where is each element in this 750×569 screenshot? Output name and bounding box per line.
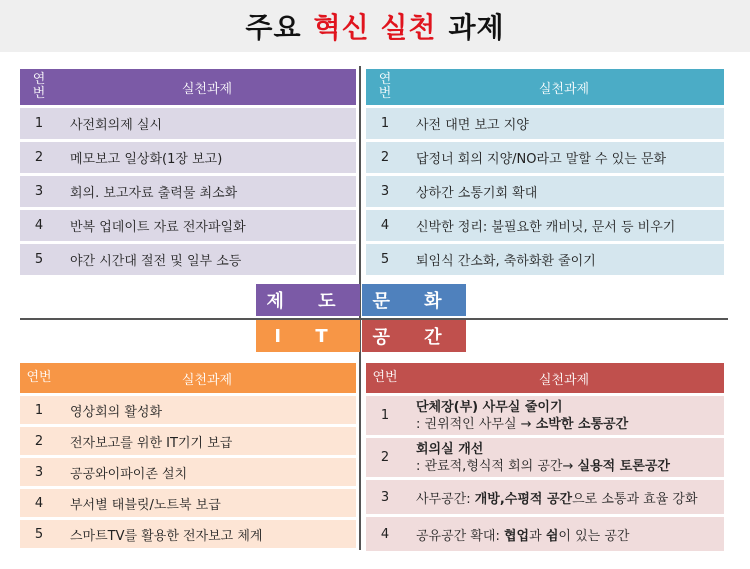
row-num: 2 [20, 427, 58, 455]
row-num: 2 [366, 142, 404, 173]
row-text: 전자보고를 위한 IT기기 보급 [58, 427, 356, 455]
gonggan-table [366, 360, 724, 554]
row-num: 4 [20, 489, 58, 517]
row-text [404, 517, 724, 551]
table-row [20, 176, 356, 207]
table-row [20, 108, 356, 139]
category-jedo: 제 도 [256, 284, 360, 316]
row-num: 2 [20, 142, 58, 173]
row-num: 5 [366, 244, 404, 275]
row-bold: 협업 [504, 528, 530, 544]
category-it: I T [256, 320, 360, 352]
page-title [245, 6, 504, 46]
munhwa-table [366, 66, 724, 278]
table-header-row [366, 69, 724, 105]
table-row [20, 210, 356, 241]
row-bold-2: 쉼 [545, 528, 559, 544]
row-num: 1 [366, 108, 404, 139]
table-row [366, 142, 724, 173]
table-row [366, 517, 724, 551]
table-row [20, 489, 356, 517]
table-row [366, 396, 724, 435]
table-row [366, 108, 724, 139]
header-num: 연 번 [20, 69, 58, 105]
it-table [20, 360, 356, 551]
row-num: 3 [20, 176, 58, 207]
title-bar [0, 0, 750, 52]
row-num: 4 [366, 210, 404, 241]
row-text: 공공와이파이존 설치 [58, 458, 356, 486]
table-header-row [20, 69, 356, 105]
row-text: 야간 시간대 절전 및 일부 소등 [58, 244, 356, 275]
row-num: 4 [366, 517, 404, 551]
table-row [20, 396, 356, 424]
row-pre: 사무공간: [416, 491, 475, 507]
title-part1: 주요 [245, 11, 302, 44]
row-text [404, 480, 724, 514]
row-num: 1 [20, 396, 58, 424]
row-pre: 공유공간 확대: [416, 528, 504, 544]
row-text: 퇴임식 간소화, 축하화환 줄이기 [404, 244, 724, 275]
row-sub: : 권위적인 사무실 → [416, 416, 536, 432]
row-text: 신박한 정리: 불필요한 캐비닛, 문서 등 비우기 [404, 210, 724, 241]
row-text: 답정너 회의 지양/NO라고 말할 수 있는 문화 [404, 142, 724, 173]
row-num: 3 [20, 458, 58, 486]
row-bold: 개방,수평적 공간 [474, 491, 573, 507]
table-row [20, 520, 356, 548]
table-row [20, 244, 356, 275]
row-text: 부서별 태블릿/노트북 보급 [58, 489, 356, 517]
row-num: 1 [20, 108, 58, 139]
row-text: 회의. 보고자료 출력물 최소화 [58, 176, 356, 207]
row-mid: 과 [529, 528, 546, 544]
category-munhwa: 문 화 [362, 284, 466, 316]
table-row [20, 458, 356, 486]
header-num: 연번 [366, 363, 404, 393]
table-row [366, 210, 724, 241]
jedo-table [20, 66, 356, 278]
row-num: 3 [366, 480, 404, 514]
category-gonggan: 공 간 [362, 320, 466, 352]
header-task: 실천과제 [404, 363, 724, 393]
row-text [404, 396, 724, 435]
table-row [20, 427, 356, 455]
title-part3: 과제 [448, 11, 505, 44]
header-task: 실천과제 [58, 69, 356, 105]
table-row [20, 142, 356, 173]
table-row [366, 244, 724, 275]
row-num: 3 [366, 176, 404, 207]
row-text: 상하간 소통기회 확대 [404, 176, 724, 207]
row-num: 2 [366, 438, 404, 477]
row-post: 이 있는 공간 [558, 528, 630, 544]
row-post: 으로 소통과 효율 강화 [572, 491, 698, 507]
table-header-row [20, 363, 356, 393]
table-row [366, 438, 724, 477]
title-part2-highlight: 혁신 실천 [313, 11, 437, 44]
row-text: 사전 대면 보고 지양 [404, 108, 724, 139]
header-task: 실천과제 [404, 69, 724, 105]
table-header-row [366, 363, 724, 393]
row-num: 5 [20, 244, 58, 275]
table-row [366, 480, 724, 514]
row-num: 4 [20, 210, 58, 241]
header-num: 연번 [20, 363, 58, 393]
row-text: 스마트TV를 활용한 전자보고 체계 [58, 520, 356, 548]
row-title: 회의실 개선 [416, 441, 484, 457]
row-title: 단체장(부) 사무실 줄이기 [416, 399, 563, 415]
row-text: 영상회의 활성화 [58, 396, 356, 424]
row-text [404, 438, 724, 477]
header-task: 실천과제 [58, 363, 356, 393]
row-sub-bold: 실용적 토론공간 [577, 458, 670, 474]
row-text: 사전회의제 실시 [58, 108, 356, 139]
header-num: 연 번 [366, 69, 404, 105]
row-sub: : 관료적,형식적 회의 공간→ [416, 458, 578, 474]
row-sub-bold: 소박한 소통공간 [535, 416, 629, 432]
table-row [366, 176, 724, 207]
row-text: 반복 업데이트 자료 전자파일화 [58, 210, 356, 241]
row-text: 메모보고 일상화(1장 보고) [58, 142, 356, 173]
row-num: 5 [20, 520, 58, 548]
row-num: 1 [366, 396, 404, 435]
